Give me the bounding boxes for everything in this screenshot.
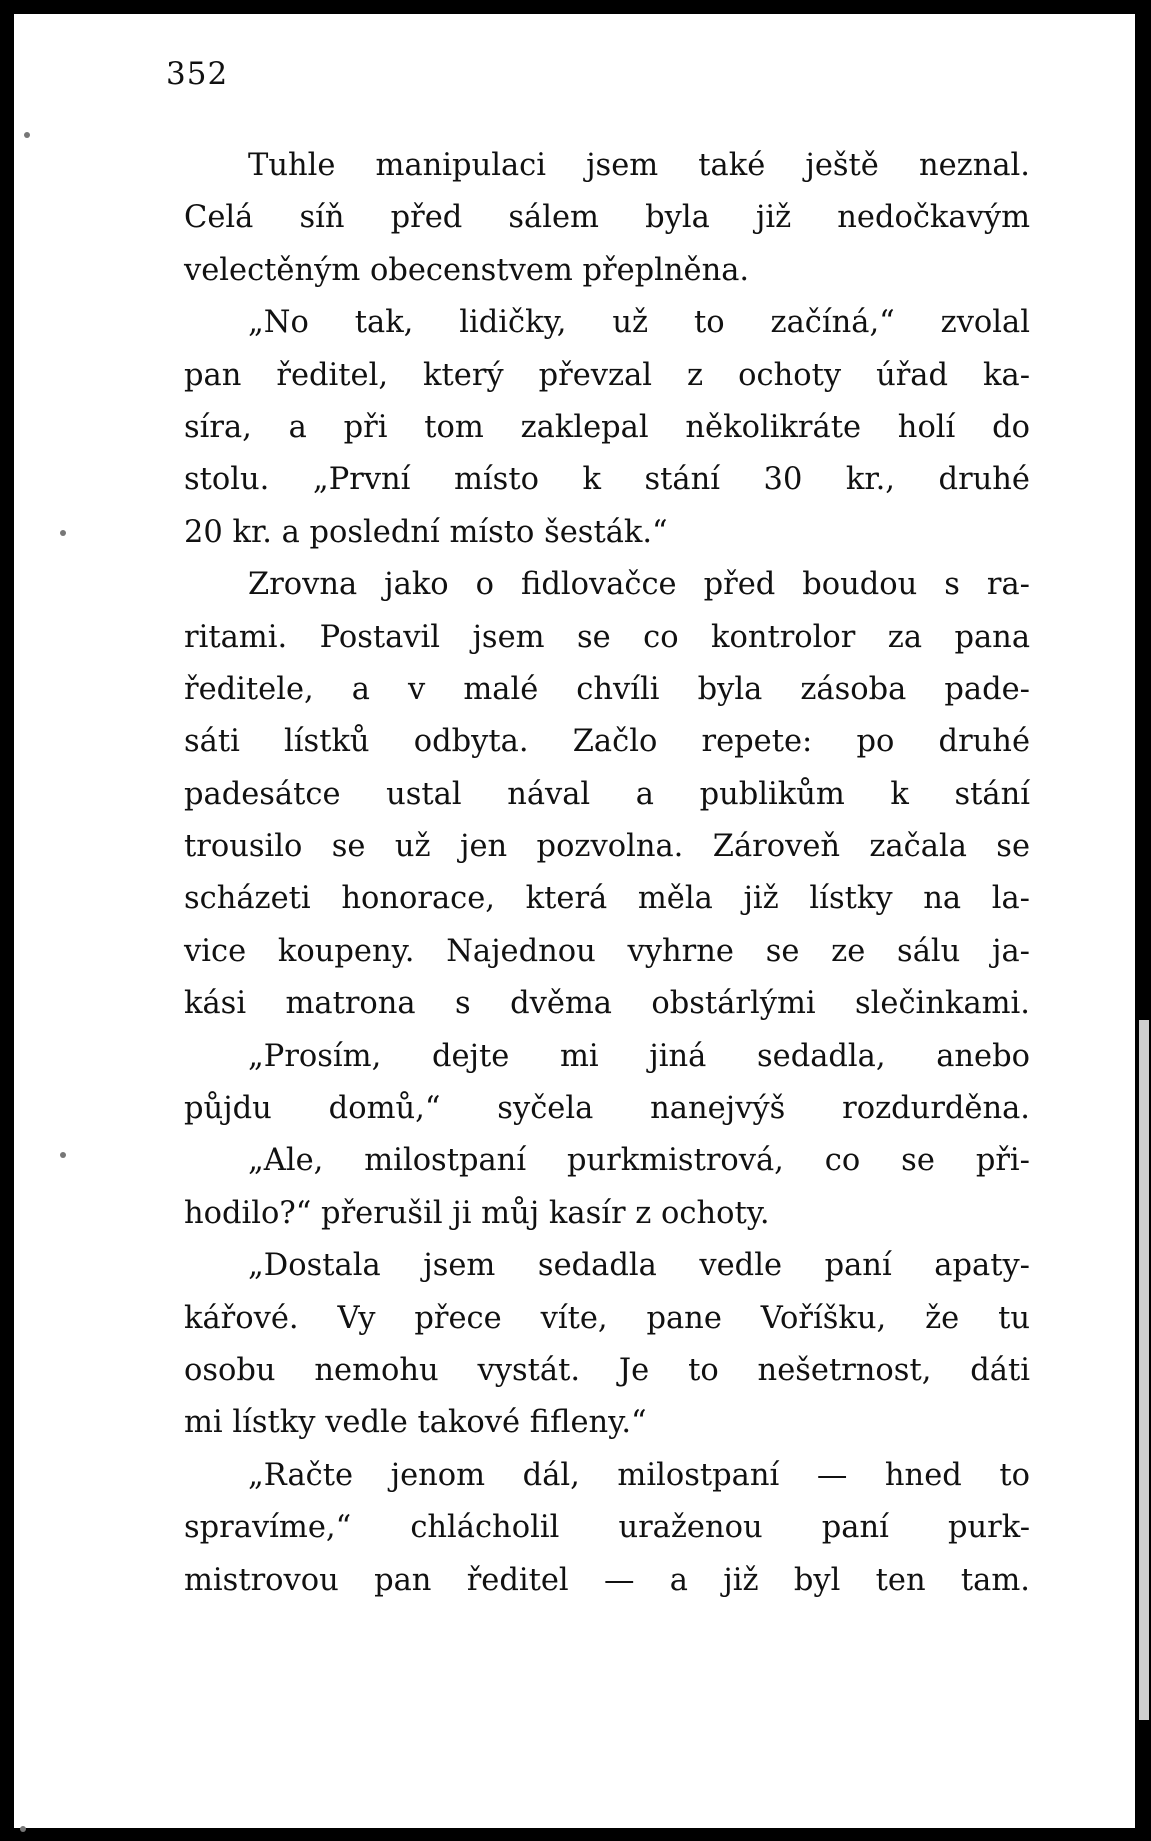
margin-speck [60,530,66,536]
text-line: „Ale, milostpaní purkmistrová, co se při- [248,1143,1030,1179]
text-line: padesátce ustal nával a publikům k stání [184,776,1030,812]
text-line: mi lístky vedle takové fifleny.“ [184,1405,647,1441]
text-line: „Račte jenom dál, milostpaní — hned to [248,1457,1030,1493]
page-number: 352 [166,56,229,92]
text-line: osobu nemohu vystát. Je to nešetrnost, dáti [184,1352,1030,1388]
scan-edge-highlight [1139,1020,1149,1720]
text-line: kářové. Vy přece víte, pane Voříšku, že tu [184,1300,1030,1336]
text-line: velectěným obecenstvem přeplněna. [184,252,750,288]
text-line: trousilo se už jen pozvolna. Zároveň začala se [184,829,1030,865]
text-line: kási matrona s dvěma obstárlými slečinkami. [184,986,1030,1022]
text-line: půjdu domů,“ syčela nanejvýš rozdurděna. [184,1091,1030,1127]
text-line: ritami. Postavil jsem se co kontrolor za pana [184,619,1030,655]
book-page [14,14,1135,1828]
margin-speck [60,1152,66,1158]
text-line: Celá síň před sálem byla již nedočkavým [184,200,1030,236]
text-line: sáti lístků odbyta. Začlo repete: po druhé [184,724,1030,760]
body-text [184,140,1030,1607]
text-line: ředitele, a v malé chvíli byla zásoba pade- [184,671,1030,707]
text-line: 20 kr. a poslední místo šesták.“ [184,514,668,550]
text-line: síra, a při tom zaklepal několikráte holí do [184,409,1030,445]
scan-edge [1137,0,1151,1841]
text-line: scházeti honorace, která měla již lístky na la- [184,881,1030,917]
text-line: „Dostala jsem sedadla vedle paní apaty- [248,1248,1030,1284]
margin-speck [24,132,30,138]
margin-speck [20,1826,26,1832]
text-line: Zrovna jako o fidlovačce před boudou s ra- [248,567,1030,603]
text-line: spravíme,“ chlácholil uraženou paní purk- [184,1510,1030,1546]
text-line: mistrovou pan ředitel — a již byl ten tam. [184,1562,1030,1598]
text-line: „Prosím, dejte mi jiná sedadla, anebo [248,1038,1030,1074]
text-line: „No tak, lidičky, už to začíná,“ zvolal [248,305,1030,341]
text-line: Tuhle manipulaci jsem také ještě neznal. [248,148,1030,183]
text-line: hodilo?“ přerušil ji můj kasír z ochoty. [184,1195,770,1231]
text-line: stolu. „První místo k stání 30 kr., druhé [184,462,1030,498]
text-line: pan ředitel, který převzal z ochoty úřad ka- [184,357,1030,393]
text-line: vice koupeny. Najednou vyhrne se ze sálu ja- [184,933,1030,969]
